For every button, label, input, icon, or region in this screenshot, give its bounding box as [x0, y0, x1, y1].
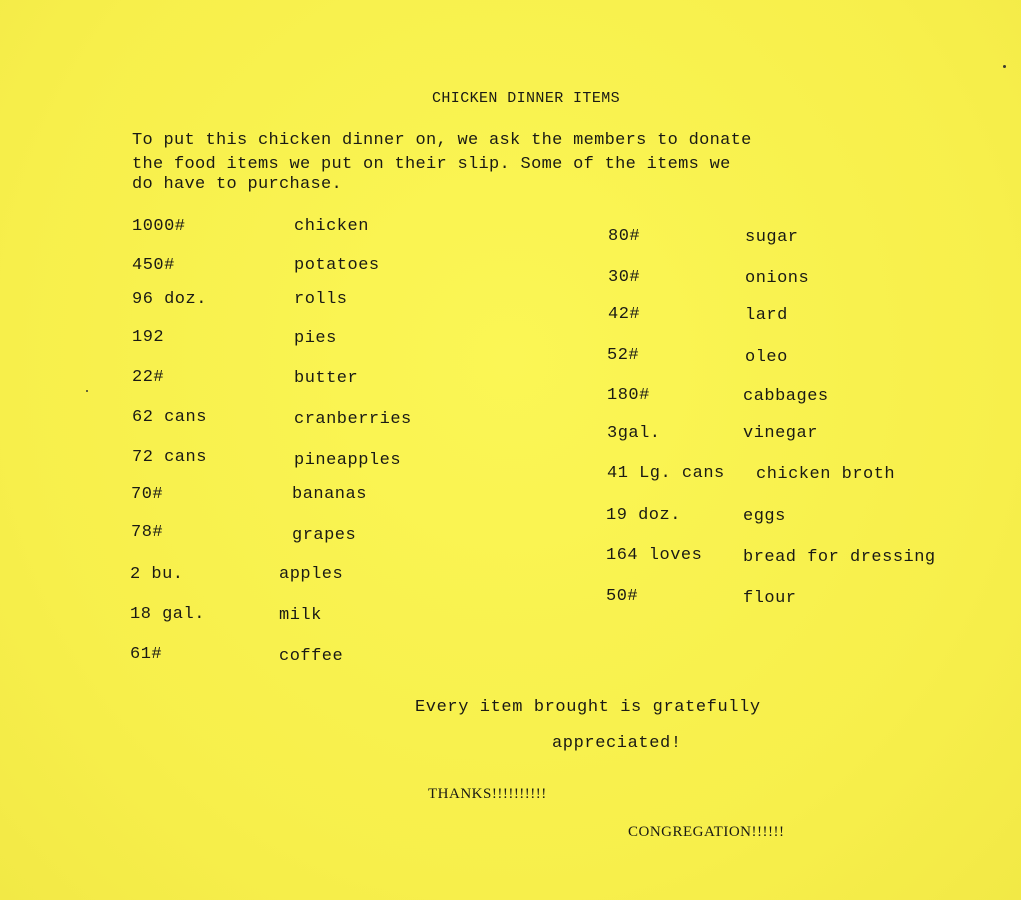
document-title: CHICKEN DINNER ITEMS — [432, 90, 621, 107]
item-name: apples — [279, 565, 344, 584]
item-quantity: 52# — [607, 346, 640, 365]
item-quantity: 42# — [608, 305, 641, 324]
item-quantity: 72 cans — [132, 448, 207, 467]
item-quantity: 41 Lg. cans — [607, 464, 725, 483]
item-name: onions — [745, 269, 810, 288]
item-quantity: 62 cans — [132, 408, 207, 427]
item-name: vinegar — [743, 424, 818, 443]
item-name: oleo — [745, 348, 788, 367]
item-name: bananas — [292, 485, 367, 504]
item-name: cabbages — [743, 387, 829, 406]
item-name: flour — [743, 589, 797, 608]
item-quantity: 192 — [132, 328, 165, 347]
closing-line-2: appreciated! — [552, 734, 682, 753]
item-quantity: 450# — [132, 256, 175, 275]
closing-line-1: Every item brought is gratefully — [415, 698, 761, 717]
thanks-text: THANKS!!!!!!!!!! — [428, 786, 547, 802]
item-quantity: 30# — [608, 268, 641, 287]
item-name: rolls — [294, 290, 348, 309]
item-quantity: 3gal. — [607, 424, 661, 443]
item-name: milk — [279, 606, 322, 625]
item-quantity: 61# — [130, 645, 163, 664]
item-name: pineapples — [294, 451, 402, 470]
item-quantity: 96 doz. — [132, 290, 207, 309]
signature-text: CONGREGATION!!!!!! — [628, 824, 785, 840]
item-quantity: 19 doz. — [606, 506, 681, 525]
item-quantity: 80# — [608, 227, 641, 246]
intro-line: To put this chicken dinner on, we ask the members to donate — [132, 131, 752, 150]
intro-line: the food items we put on their slip. Some of the items we — [132, 155, 731, 174]
item-name: eggs — [743, 507, 786, 526]
item-name: chicken broth — [756, 465, 896, 484]
item-quantity: 164 loves — [606, 546, 703, 565]
item-name: cranberries — [294, 410, 412, 429]
item-name: chicken — [294, 217, 369, 236]
item-quantity: 50# — [606, 587, 639, 606]
item-name: potatoes — [294, 256, 380, 275]
item-name: butter — [294, 369, 359, 388]
paper-speck — [86, 390, 88, 392]
item-name: grapes — [292, 526, 357, 545]
item-quantity: 70# — [131, 485, 164, 504]
item-name: bread for dressing — [743, 548, 936, 567]
item-name: coffee — [279, 647, 344, 666]
item-quantity: 78# — [131, 523, 164, 542]
item-quantity: 1000# — [132, 217, 186, 236]
item-name: lard — [745, 306, 788, 325]
item-quantity: 2 bu. — [130, 565, 184, 584]
intro-paragraph — [132, 129, 892, 197]
item-name: sugar — [745, 228, 799, 247]
item-quantity: 22# — [132, 368, 165, 387]
item-quantity: 18 gal. — [130, 605, 205, 624]
intro-line: do have to purchase. — [132, 175, 343, 194]
paper-speck — [1003, 65, 1006, 68]
item-quantity: 180# — [607, 386, 650, 405]
item-name: pies — [294, 329, 337, 348]
